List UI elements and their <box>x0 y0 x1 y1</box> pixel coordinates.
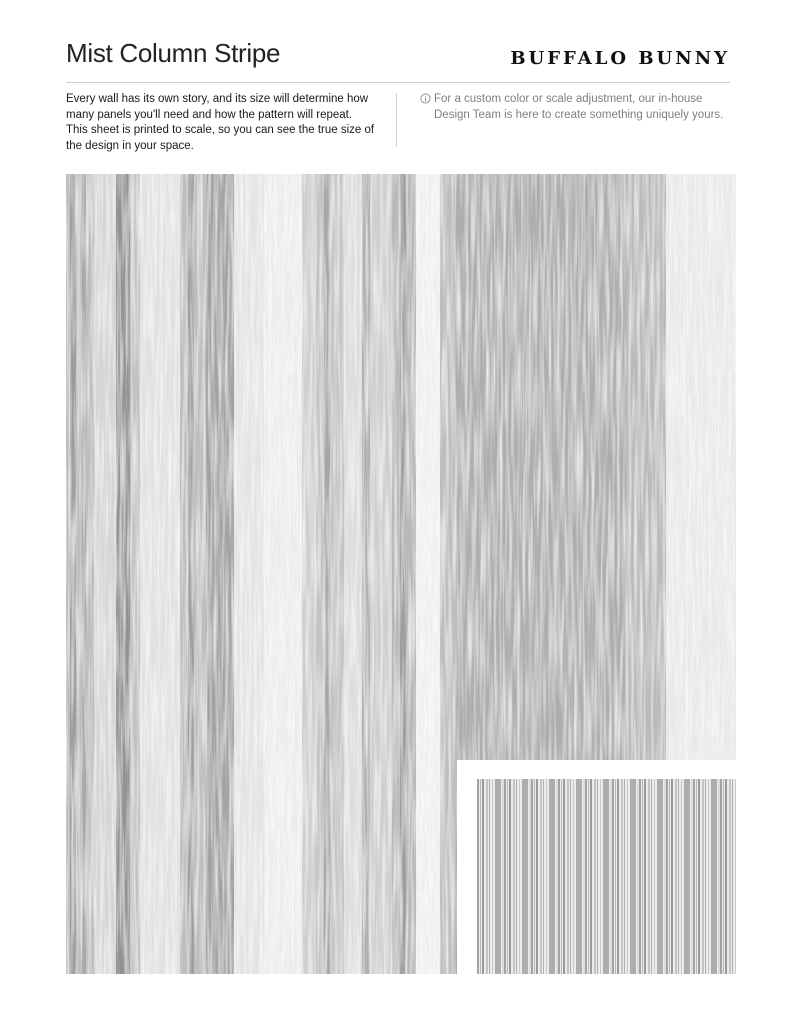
scaled-stripe-image <box>477 779 736 974</box>
custom-note-text: For a custom color or scale adjustment, our in-house Design Team is here to create something uniquely yours. <box>434 93 724 121</box>
header <box>66 36 730 84</box>
header-divider <box>66 82 730 83</box>
column-divider <box>396 93 397 147</box>
scaled-pattern-sample <box>477 779 736 974</box>
brand-logo: BUFFALO BUNNY <box>510 48 730 69</box>
intro-text: Every wall has its own story, and its size will determine how many panels you'll need and how the pattern will repeat. This sheet is printed to scale, so you can see the true size of the design in your space. <box>66 93 375 152</box>
info-icon <box>420 93 431 104</box>
custom-note <box>420 92 730 123</box>
page-title: Mist Column Stripe <box>66 38 281 68</box>
